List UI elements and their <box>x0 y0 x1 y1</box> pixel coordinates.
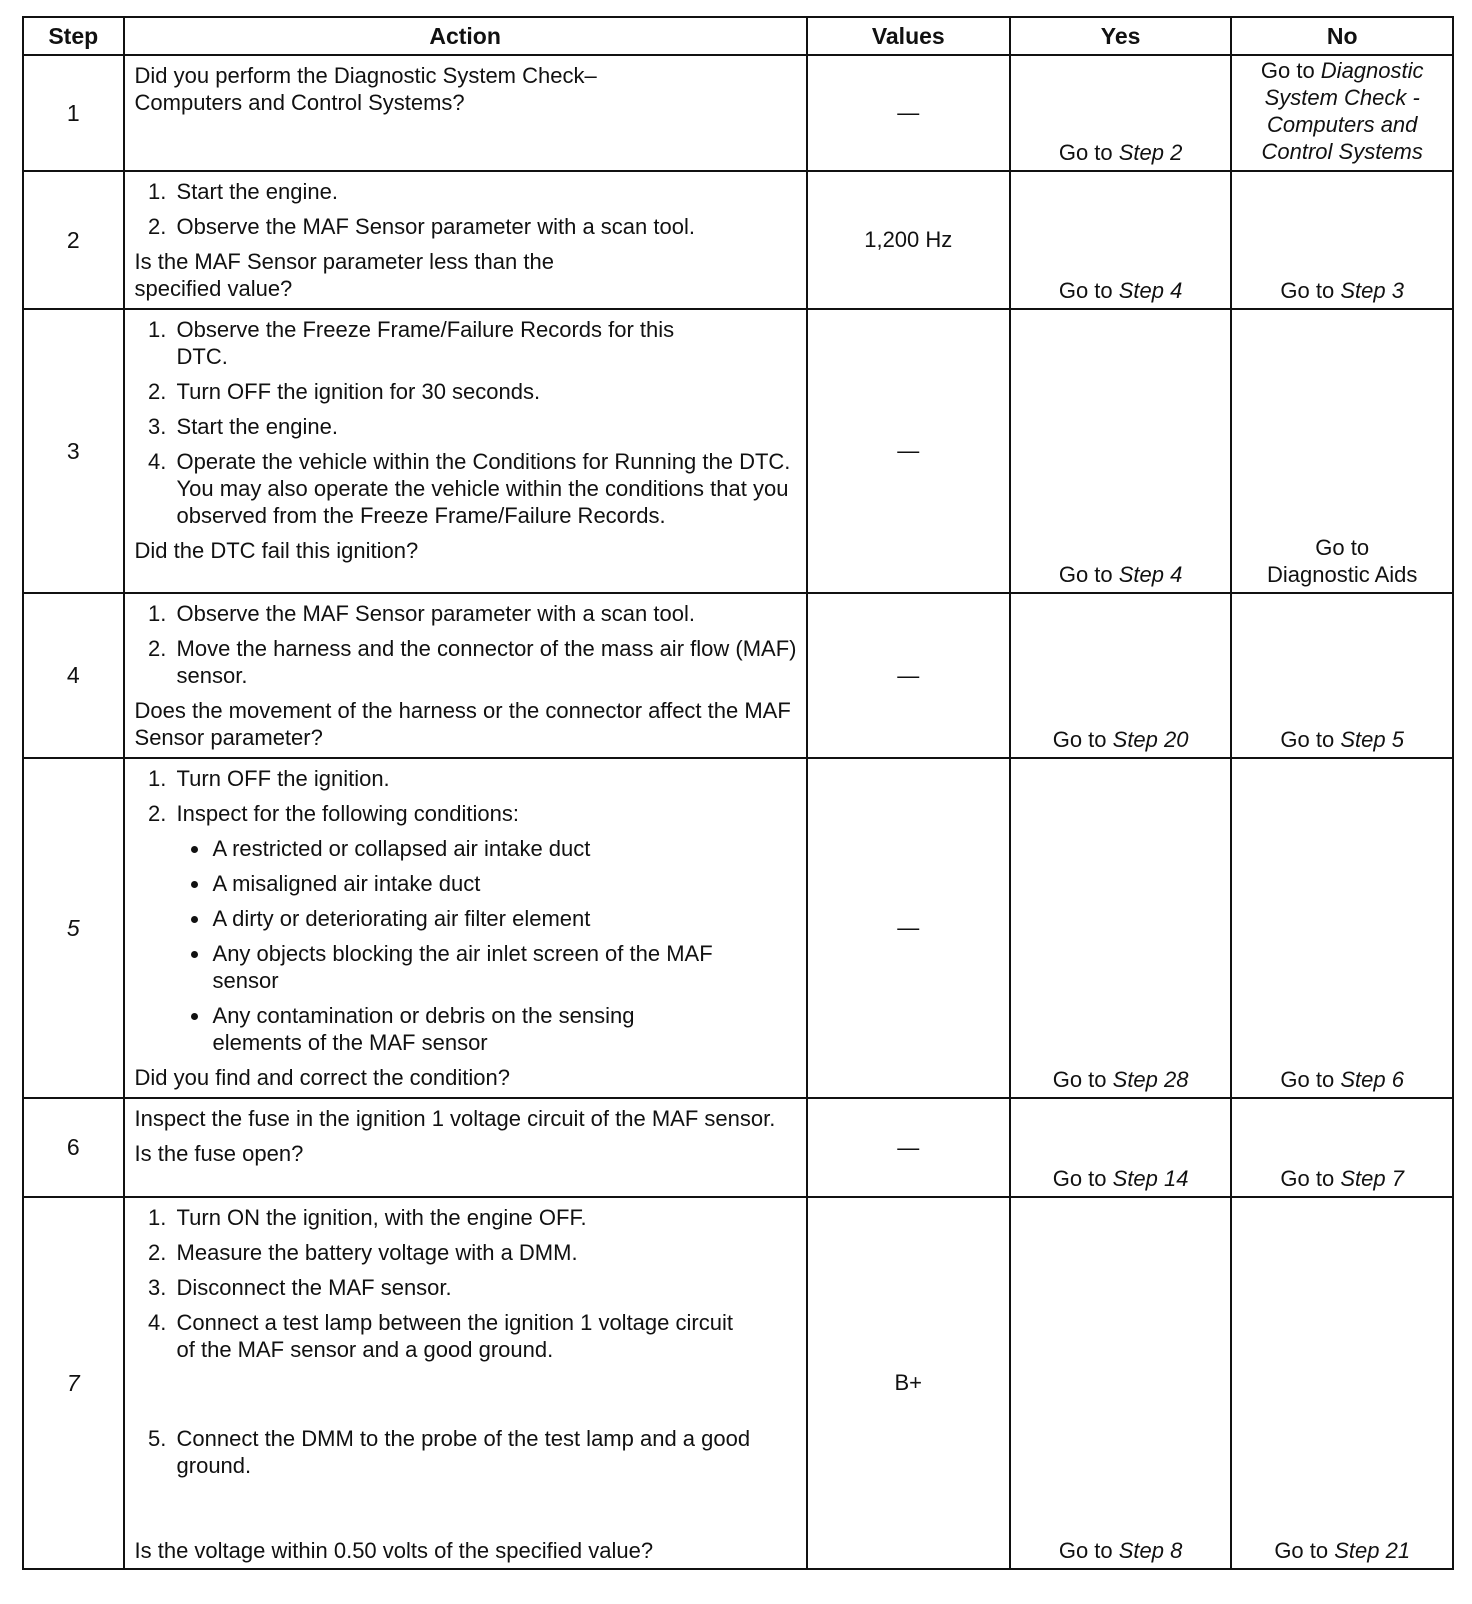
step-number: 2 <box>23 171 124 309</box>
yes-link[interactable]: Step 20 <box>1112 727 1189 752</box>
step-number: 7 <box>23 1197 124 1569</box>
action-steps <box>135 765 798 1056</box>
action-cell <box>124 55 807 171</box>
header-step: Step <box>23 17 124 55</box>
action-steps <box>135 600 798 689</box>
value-cell: — <box>807 55 1010 171</box>
action-step: 1. Turn OFF the ignition. <box>173 765 798 792</box>
step-number: 1 <box>23 55 124 171</box>
condition-item: • A restricted or collapsed air intake duct <box>211 835 798 862</box>
table-row <box>23 1197 1453 1569</box>
yes-prefix: Go to <box>1052 1166 1113 1191</box>
step-number: 6 <box>23 1098 124 1197</box>
action-step: 1. Turn ON the ignition, with the engine OFF. <box>173 1204 798 1231</box>
action-step-text: Inspect for the following conditions: <box>176 801 519 826</box>
no-link[interactable]: Step 21 <box>1334 1538 1411 1563</box>
action-text: Inspect the fuse in the ignition 1 voltage circuit of the MAF sensor. <box>134 1106 776 1131</box>
no-cell <box>1231 1197 1453 1569</box>
value-cell: 1,200 Hz <box>807 171 1010 309</box>
no-link[interactable]: Diagnostic System Check - Computers and Control Systems <box>1261 58 1424 164</box>
condition-item: • Any objects blocking the air inlet screen of the MAF sensor <box>211 940 733 994</box>
condition-item: • Any contamination or debris on the sensing elements of the MAF sensor <box>211 1002 713 1056</box>
yes-prefix: Go to <box>1052 727 1113 752</box>
action-question: Is the voltage within 0.50 volts of the specified value? <box>134 1538 654 1563</box>
yes-prefix: Go to <box>1058 140 1119 165</box>
action-step: 2. Turn OFF the ignition for 30 seconds. <box>173 378 798 405</box>
action-cell <box>124 171 807 309</box>
action-step: 4. Connect a test lamp between the ignition 1 voltage circuit of the MAF sensor and a good ground. <box>173 1309 757 1363</box>
action-step: 1. Observe the Freeze Frame/Failure Records for this DTC. <box>173 316 697 370</box>
no-prefix: Go to <box>1280 727 1341 752</box>
action-text: Did you perform the Diagnostic System Check–Computers and Control Systems? <box>134 63 597 115</box>
no-cell <box>1231 593 1453 758</box>
no-cell <box>1231 171 1453 309</box>
yes-link[interactable]: Step 14 <box>1112 1166 1189 1191</box>
action-cell <box>124 593 807 758</box>
action-cell <box>124 309 807 593</box>
action-question: Does the movement of the harness or the connector affect the MAF Sensor parameter? <box>134 698 791 750</box>
yes-cell <box>1010 593 1232 758</box>
yes-link[interactable]: Step 8 <box>1118 1538 1183 1563</box>
table-row <box>23 171 1453 309</box>
condition-item: • A misaligned air intake duct <box>211 870 798 897</box>
action-cell <box>124 758 807 1098</box>
action-step: 1. Observe the MAF Sensor parameter with a scan tool. <box>173 600 798 627</box>
step-number: 4 <box>23 593 124 758</box>
action-step: 5. Connect the DMM to the probe of the test lamp and a good ground. <box>173 1425 757 1479</box>
table-row <box>23 309 1453 593</box>
table-row <box>23 1098 1453 1197</box>
action-step <box>173 800 798 1056</box>
no-cell <box>1231 758 1453 1098</box>
no-cell <box>1231 55 1453 171</box>
yes-link[interactable]: Step 2 <box>1118 140 1183 165</box>
header-row <box>23 17 1453 55</box>
value-cell: B+ <box>807 1197 1010 1569</box>
step-number: 5 <box>23 758 124 1098</box>
action-steps <box>135 1204 798 1479</box>
table-row <box>23 758 1453 1098</box>
action-step: 3. Start the engine. <box>173 413 798 440</box>
no-link[interactable]: Step 5 <box>1340 727 1404 752</box>
no-prefix: Go to <box>1260 58 1321 83</box>
action-steps <box>135 316 798 529</box>
action-step: 4. Operate the vehicle within the Conditions for Running the DTC. You may also operate the vehicle within the conditions that you observed from the Freeze Frame/Failure Records. <box>173 448 798 529</box>
no-prefix: Go to <box>1280 1067 1341 1092</box>
action-step: 3. Disconnect the MAF sensor. <box>173 1274 798 1301</box>
value-cell: — <box>807 593 1010 758</box>
yes-cell <box>1010 55 1232 171</box>
action-question: Did you find and correct the condition? <box>134 1065 510 1090</box>
action-step: 2. Observe the MAF Sensor parameter with a scan tool. <box>173 213 798 240</box>
step-number: 3 <box>23 309 124 593</box>
no-link[interactable]: Step 6 <box>1340 1067 1404 1092</box>
yes-cell <box>1010 758 1232 1098</box>
action-question: Is the MAF Sensor parameter less than the specified value? <box>134 249 554 301</box>
action-cell <box>124 1197 807 1569</box>
no-link[interactable]: Step 3 <box>1340 278 1404 303</box>
header-yes: Yes <box>1010 17 1232 55</box>
yes-cell <box>1010 309 1232 593</box>
action-question: Is the fuse open? <box>134 1141 304 1166</box>
header-no: No <box>1231 17 1453 55</box>
yes-cell <box>1010 1098 1232 1197</box>
header-values: Values <box>807 17 1010 55</box>
value-cell: — <box>807 309 1010 593</box>
header-action: Action <box>124 17 807 55</box>
condition-item: • A dirty or deteriorating air filter element <box>211 905 798 932</box>
yes-prefix: Go to <box>1052 1067 1113 1092</box>
action-step: 1. Start the engine. <box>173 178 798 205</box>
yes-prefix: Go to <box>1058 278 1119 303</box>
value-cell: — <box>807 758 1010 1098</box>
yes-prefix: Go to <box>1058 562 1119 587</box>
yes-link[interactable]: Step 4 <box>1118 562 1183 587</box>
no-prefix: Go to <box>1280 1166 1341 1191</box>
no-cell[interactable]: Go to Diagnostic Aids <box>1231 309 1453 593</box>
yes-prefix: Go to <box>1058 1538 1119 1563</box>
action-question: Did the DTC fail this ignition? <box>134 538 419 563</box>
table-row <box>23 593 1453 758</box>
diagnostic-table <box>22 16 1454 1570</box>
condition-list <box>177 835 798 1056</box>
action-step: 2. Move the harness and the connector of the mass air flow (MAF) sensor. <box>173 635 798 689</box>
yes-cell <box>1010 171 1232 309</box>
value-cell: — <box>807 1098 1010 1197</box>
yes-cell <box>1010 1197 1232 1569</box>
table-row <box>23 55 1453 171</box>
no-prefix: Go to <box>1274 1538 1335 1563</box>
action-cell <box>124 1098 807 1197</box>
action-steps <box>135 178 798 240</box>
no-link[interactable]: Step 7 <box>1340 1166 1404 1191</box>
no-prefix: Go to <box>1280 278 1341 303</box>
no-cell <box>1231 1098 1453 1197</box>
action-step: 2. Measure the battery voltage with a DMM. <box>173 1239 798 1266</box>
yes-link[interactable]: Step 28 <box>1112 1067 1189 1092</box>
yes-link[interactable]: Step 4 <box>1118 278 1183 303</box>
